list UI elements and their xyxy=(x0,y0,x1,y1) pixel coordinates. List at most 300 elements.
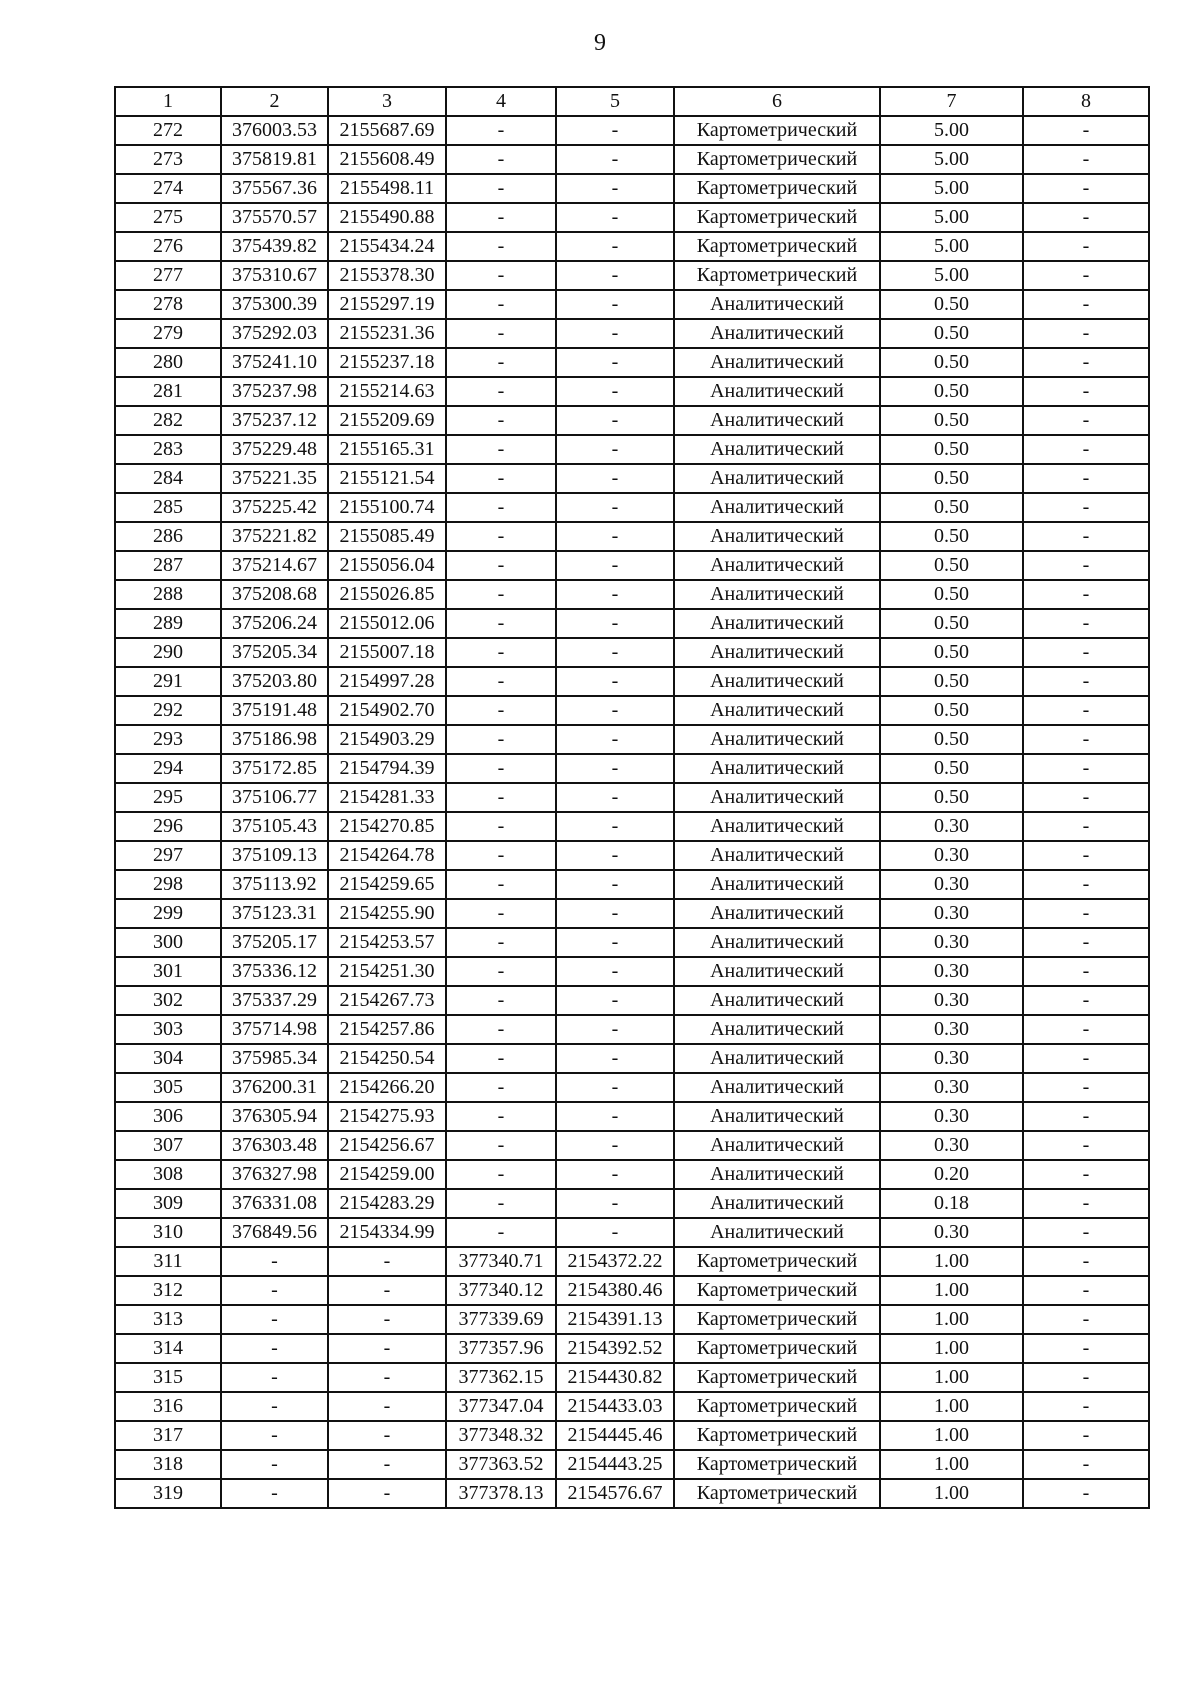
y-coordinate-cell: - xyxy=(328,1247,446,1276)
y-coordinate-cell: 2154266.20 xyxy=(328,1073,446,1102)
accuracy-cell: 1.00 xyxy=(880,1334,1023,1363)
y-new-cell: - xyxy=(556,551,674,580)
table-row xyxy=(115,145,1149,174)
y-new-cell: - xyxy=(556,870,674,899)
point-number-cell: 298 xyxy=(115,870,221,899)
x-new-cell: 377363.52 xyxy=(446,1450,556,1479)
y-new-cell: - xyxy=(556,203,674,232)
table-row xyxy=(115,1015,1149,1044)
accuracy-cell: 1.00 xyxy=(880,1421,1023,1450)
note-cell: - xyxy=(1023,1218,1149,1247)
point-number-cell: 311 xyxy=(115,1247,221,1276)
note-cell: - xyxy=(1023,232,1149,261)
accuracy-cell: 0.50 xyxy=(880,377,1023,406)
x-new-cell: - xyxy=(446,754,556,783)
note-cell: - xyxy=(1023,1073,1149,1102)
point-number-cell: 299 xyxy=(115,899,221,928)
note-cell: - xyxy=(1023,928,1149,957)
x-new-cell: 377339.69 xyxy=(446,1305,556,1334)
y-new-cell: - xyxy=(556,522,674,551)
x-new-cell: - xyxy=(446,522,556,551)
point-number-cell: 303 xyxy=(115,1015,221,1044)
method-cell: Аналитический xyxy=(674,319,880,348)
x-coordinate-cell: 375714.98 xyxy=(221,1015,328,1044)
note-cell: - xyxy=(1023,406,1149,435)
x-coordinate-cell: 375106.77 xyxy=(221,783,328,812)
note-cell: - xyxy=(1023,1015,1149,1044)
y-new-cell: - xyxy=(556,754,674,783)
column-header: 3 xyxy=(328,87,446,116)
note-cell: - xyxy=(1023,580,1149,609)
x-coordinate-cell: - xyxy=(221,1392,328,1421)
x-new-cell: 377362.15 xyxy=(446,1363,556,1392)
x-new-cell: - xyxy=(446,1160,556,1189)
y-new-cell: - xyxy=(556,1218,674,1247)
x-coordinate-cell: 375229.48 xyxy=(221,435,328,464)
table-row xyxy=(115,1131,1149,1160)
y-coordinate-cell: 2155209.69 xyxy=(328,406,446,435)
y-new-cell: - xyxy=(556,725,674,754)
column-header: 4 xyxy=(446,87,556,116)
note-cell: - xyxy=(1023,522,1149,551)
y-coordinate-cell: 2154267.73 xyxy=(328,986,446,1015)
x-coordinate-cell: 375221.82 xyxy=(221,522,328,551)
column-header: 7 xyxy=(880,87,1023,116)
x-coordinate-cell: - xyxy=(221,1247,328,1276)
x-coordinate-cell: 375337.29 xyxy=(221,986,328,1015)
x-new-cell: - xyxy=(446,609,556,638)
y-new-cell: - xyxy=(556,435,674,464)
accuracy-cell: 0.30 xyxy=(880,957,1023,986)
note-cell: - xyxy=(1023,638,1149,667)
y-new-cell: - xyxy=(556,1131,674,1160)
note-cell: - xyxy=(1023,1334,1149,1363)
table-row xyxy=(115,870,1149,899)
x-coordinate-cell: - xyxy=(221,1421,328,1450)
x-coordinate-cell: 375208.68 xyxy=(221,580,328,609)
point-number-cell: 314 xyxy=(115,1334,221,1363)
y-coordinate-cell: 2154334.99 xyxy=(328,1218,446,1247)
point-number-cell: 306 xyxy=(115,1102,221,1131)
x-new-cell: - xyxy=(446,203,556,232)
x-new-cell: - xyxy=(446,580,556,609)
accuracy-cell: 5.00 xyxy=(880,203,1023,232)
note-cell: - xyxy=(1023,1102,1149,1131)
table-row xyxy=(115,696,1149,725)
accuracy-cell: 0.50 xyxy=(880,551,1023,580)
x-new-cell: - xyxy=(446,377,556,406)
x-new-cell: - xyxy=(446,174,556,203)
accuracy-cell: 1.00 xyxy=(880,1479,1023,1508)
accuracy-cell: 0.18 xyxy=(880,1189,1023,1218)
note-cell: - xyxy=(1023,1160,1149,1189)
y-new-cell: - xyxy=(556,464,674,493)
table-row xyxy=(115,1073,1149,1102)
x-coordinate-cell: - xyxy=(221,1305,328,1334)
point-number-cell: 277 xyxy=(115,261,221,290)
y-coordinate-cell: 2154259.65 xyxy=(328,870,446,899)
accuracy-cell: 0.50 xyxy=(880,435,1023,464)
method-cell: Аналитический xyxy=(674,1015,880,1044)
table-row xyxy=(115,783,1149,812)
x-new-cell: - xyxy=(446,290,556,319)
accuracy-cell: 0.50 xyxy=(880,754,1023,783)
x-coordinate-cell: - xyxy=(221,1479,328,1508)
x-coordinate-cell: 375214.67 xyxy=(221,551,328,580)
table-row xyxy=(115,493,1149,522)
x-new-cell: - xyxy=(446,1015,556,1044)
point-number-cell: 312 xyxy=(115,1276,221,1305)
accuracy-cell: 0.30 xyxy=(880,928,1023,957)
table-row xyxy=(115,377,1149,406)
x-coordinate-cell: 376327.98 xyxy=(221,1160,328,1189)
table-row xyxy=(115,1392,1149,1421)
table-row xyxy=(115,261,1149,290)
accuracy-cell: 0.30 xyxy=(880,899,1023,928)
x-coordinate-cell: 375123.31 xyxy=(221,899,328,928)
x-new-cell: - xyxy=(446,870,556,899)
method-cell: Аналитический xyxy=(674,1044,880,1073)
point-number-cell: 319 xyxy=(115,1479,221,1508)
table-row xyxy=(115,1421,1149,1450)
accuracy-cell: 1.00 xyxy=(880,1247,1023,1276)
point-number-cell: 282 xyxy=(115,406,221,435)
x-new-cell: - xyxy=(446,928,556,957)
accuracy-cell: 5.00 xyxy=(880,232,1023,261)
method-cell: Аналитический xyxy=(674,812,880,841)
table-header-row xyxy=(115,87,1149,116)
note-cell: - xyxy=(1023,116,1149,145)
x-new-cell: - xyxy=(446,493,556,522)
y-new-cell: 2154380.46 xyxy=(556,1276,674,1305)
table-row xyxy=(115,841,1149,870)
coordinates-table xyxy=(114,86,1150,1509)
x-new-cell: - xyxy=(446,1189,556,1218)
y-coordinate-cell: 2154903.29 xyxy=(328,725,446,754)
method-cell: Картометрический xyxy=(674,1479,880,1508)
y-coordinate-cell: 2154250.54 xyxy=(328,1044,446,1073)
note-cell: - xyxy=(1023,1305,1149,1334)
y-new-cell: 2154392.52 xyxy=(556,1334,674,1363)
x-new-cell: 377348.32 xyxy=(446,1421,556,1450)
x-coordinate-cell: 375300.39 xyxy=(221,290,328,319)
accuracy-cell: 0.30 xyxy=(880,1218,1023,1247)
point-number-cell: 318 xyxy=(115,1450,221,1479)
table-row xyxy=(115,406,1149,435)
point-number-cell: 292 xyxy=(115,696,221,725)
y-coordinate-cell: 2154253.57 xyxy=(328,928,446,957)
method-cell: Картометрический xyxy=(674,261,880,290)
accuracy-cell: 0.30 xyxy=(880,1015,1023,1044)
method-cell: Картометрический xyxy=(674,232,880,261)
point-number-cell: 278 xyxy=(115,290,221,319)
table-row xyxy=(115,522,1149,551)
column-header: 8 xyxy=(1023,87,1149,116)
y-coordinate-cell: 2154275.93 xyxy=(328,1102,446,1131)
note-cell: - xyxy=(1023,319,1149,348)
y-new-cell: - xyxy=(556,783,674,812)
note-cell: - xyxy=(1023,348,1149,377)
method-cell: Аналитический xyxy=(674,348,880,377)
table-row xyxy=(115,609,1149,638)
y-coordinate-cell: 2154259.00 xyxy=(328,1160,446,1189)
method-cell: Аналитический xyxy=(674,957,880,986)
point-number-cell: 304 xyxy=(115,1044,221,1073)
y-coordinate-cell: 2155056.04 xyxy=(328,551,446,580)
y-new-cell: - xyxy=(556,174,674,203)
method-cell: Аналитический xyxy=(674,580,880,609)
y-new-cell: - xyxy=(556,696,674,725)
x-new-cell: - xyxy=(446,841,556,870)
point-number-cell: 274 xyxy=(115,174,221,203)
note-cell: - xyxy=(1023,290,1149,319)
x-new-cell: - xyxy=(446,116,556,145)
note-cell: - xyxy=(1023,812,1149,841)
note-cell: - xyxy=(1023,1276,1149,1305)
y-coordinate-cell: 2155490.88 xyxy=(328,203,446,232)
y-coordinate-cell: 2155434.24 xyxy=(328,232,446,261)
x-coordinate-cell: 375109.13 xyxy=(221,841,328,870)
column-header: 1 xyxy=(115,87,221,116)
point-number-cell: 287 xyxy=(115,551,221,580)
y-coordinate-cell: - xyxy=(328,1479,446,1508)
x-coordinate-cell: 375225.42 xyxy=(221,493,328,522)
y-coordinate-cell: 2154257.86 xyxy=(328,1015,446,1044)
note-cell: - xyxy=(1023,1044,1149,1073)
table-row xyxy=(115,1363,1149,1392)
x-new-cell: - xyxy=(446,348,556,377)
note-cell: - xyxy=(1023,145,1149,174)
method-cell: Аналитический xyxy=(674,899,880,928)
table-row xyxy=(115,1218,1149,1247)
table-row xyxy=(115,667,1149,696)
point-number-cell: 296 xyxy=(115,812,221,841)
x-coordinate-cell: 375292.03 xyxy=(221,319,328,348)
y-new-cell: 2154391.13 xyxy=(556,1305,674,1334)
method-cell: Картометрический xyxy=(674,1421,880,1450)
table-row xyxy=(115,1479,1149,1508)
x-coordinate-cell: 375241.10 xyxy=(221,348,328,377)
note-cell: - xyxy=(1023,870,1149,899)
accuracy-cell: 0.50 xyxy=(880,783,1023,812)
point-number-cell: 272 xyxy=(115,116,221,145)
note-cell: - xyxy=(1023,1189,1149,1218)
y-coordinate-cell: 2154997.28 xyxy=(328,667,446,696)
y-new-cell: - xyxy=(556,957,674,986)
y-coordinate-cell: 2155378.30 xyxy=(328,261,446,290)
note-cell: - xyxy=(1023,725,1149,754)
method-cell: Аналитический xyxy=(674,1189,880,1218)
y-coordinate-cell: - xyxy=(328,1450,446,1479)
table-row xyxy=(115,1276,1149,1305)
y-new-cell: - xyxy=(556,493,674,522)
method-cell: Аналитический xyxy=(674,493,880,522)
x-coordinate-cell: 375172.85 xyxy=(221,754,328,783)
accuracy-cell: 1.00 xyxy=(880,1305,1023,1334)
method-cell: Аналитический xyxy=(674,609,880,638)
method-cell: Аналитический xyxy=(674,870,880,899)
x-coordinate-cell: 375237.12 xyxy=(221,406,328,435)
x-new-cell: - xyxy=(446,145,556,174)
y-new-cell: - xyxy=(556,899,674,928)
x-new-cell: - xyxy=(446,261,556,290)
y-coordinate-cell: 2155214.63 xyxy=(328,377,446,406)
accuracy-cell: 5.00 xyxy=(880,116,1023,145)
accuracy-cell: 0.50 xyxy=(880,493,1023,522)
note-cell: - xyxy=(1023,1479,1149,1508)
y-coordinate-cell: 2154251.30 xyxy=(328,957,446,986)
x-new-cell: 377340.71 xyxy=(446,1247,556,1276)
table-row xyxy=(115,580,1149,609)
note-cell: - xyxy=(1023,899,1149,928)
table-row xyxy=(115,174,1149,203)
point-number-cell: 276 xyxy=(115,232,221,261)
x-coordinate-cell: 375105.43 xyxy=(221,812,328,841)
x-new-cell: - xyxy=(446,464,556,493)
table-row xyxy=(115,1160,1149,1189)
column-header: 6 xyxy=(674,87,880,116)
method-cell: Аналитический xyxy=(674,1102,880,1131)
method-cell: Картометрический xyxy=(674,145,880,174)
accuracy-cell: 0.50 xyxy=(880,522,1023,551)
table-row xyxy=(115,1044,1149,1073)
accuracy-cell: 0.50 xyxy=(880,464,1023,493)
x-coordinate-cell: - xyxy=(221,1450,328,1479)
accuracy-cell: 0.30 xyxy=(880,1131,1023,1160)
method-cell: Картометрический xyxy=(674,1305,880,1334)
y-new-cell: - xyxy=(556,812,674,841)
table-row xyxy=(115,754,1149,783)
y-new-cell: - xyxy=(556,261,674,290)
y-coordinate-cell: 2155007.18 xyxy=(328,638,446,667)
note-cell: - xyxy=(1023,493,1149,522)
x-coordinate-cell: - xyxy=(221,1334,328,1363)
y-coordinate-cell: 2155237.18 xyxy=(328,348,446,377)
page-number: 9 xyxy=(594,30,606,56)
accuracy-cell: 0.50 xyxy=(880,406,1023,435)
y-coordinate-cell: 2155165.31 xyxy=(328,435,446,464)
method-cell: Аналитический xyxy=(674,725,880,754)
accuracy-cell: 0.30 xyxy=(880,870,1023,899)
note-cell: - xyxy=(1023,754,1149,783)
x-coordinate-cell: 375570.57 xyxy=(221,203,328,232)
x-new-cell: - xyxy=(446,957,556,986)
y-new-cell: - xyxy=(556,145,674,174)
method-cell: Картометрический xyxy=(674,174,880,203)
x-coordinate-cell: 375310.67 xyxy=(221,261,328,290)
table-row xyxy=(115,1334,1149,1363)
accuracy-cell: 1.00 xyxy=(880,1392,1023,1421)
method-cell: Аналитический xyxy=(674,841,880,870)
x-new-cell: - xyxy=(446,812,556,841)
y-coordinate-cell: - xyxy=(328,1305,446,1334)
note-cell: - xyxy=(1023,667,1149,696)
point-number-cell: 307 xyxy=(115,1131,221,1160)
y-coordinate-cell: 2154283.29 xyxy=(328,1189,446,1218)
point-number-cell: 313 xyxy=(115,1305,221,1334)
y-coordinate-cell: 2154902.70 xyxy=(328,696,446,725)
accuracy-cell: 0.50 xyxy=(880,609,1023,638)
accuracy-cell: 5.00 xyxy=(880,261,1023,290)
x-coordinate-cell: - xyxy=(221,1276,328,1305)
x-coordinate-cell: 376303.48 xyxy=(221,1131,328,1160)
table-body xyxy=(115,116,1149,1508)
y-coordinate-cell: - xyxy=(328,1392,446,1421)
note-cell: - xyxy=(1023,957,1149,986)
x-new-cell: - xyxy=(446,435,556,464)
accuracy-cell: 1.00 xyxy=(880,1363,1023,1392)
x-coordinate-cell: 376331.08 xyxy=(221,1189,328,1218)
x-coordinate-cell: 375819.81 xyxy=(221,145,328,174)
point-number-cell: 280 xyxy=(115,348,221,377)
y-coordinate-cell: 2155085.49 xyxy=(328,522,446,551)
note-cell: - xyxy=(1023,609,1149,638)
x-new-cell: - xyxy=(446,783,556,812)
point-number-cell: 302 xyxy=(115,986,221,1015)
x-coordinate-cell: - xyxy=(221,1363,328,1392)
y-coordinate-cell: 2155231.36 xyxy=(328,319,446,348)
table-row xyxy=(115,551,1149,580)
y-coordinate-cell: - xyxy=(328,1276,446,1305)
x-new-cell: 377340.12 xyxy=(446,1276,556,1305)
method-cell: Аналитический xyxy=(674,754,880,783)
x-new-cell: - xyxy=(446,986,556,1015)
table-row xyxy=(115,435,1149,464)
method-cell: Аналитический xyxy=(674,1131,880,1160)
method-cell: Аналитический xyxy=(674,986,880,1015)
accuracy-cell: 0.30 xyxy=(880,1044,1023,1073)
x-coordinate-cell: 375567.36 xyxy=(221,174,328,203)
x-new-cell: - xyxy=(446,1044,556,1073)
method-cell: Аналитический xyxy=(674,667,880,696)
x-new-cell: - xyxy=(446,406,556,435)
y-coordinate-cell: 2155608.49 xyxy=(328,145,446,174)
x-coordinate-cell: 375203.80 xyxy=(221,667,328,696)
y-new-cell: - xyxy=(556,116,674,145)
note-cell: - xyxy=(1023,203,1149,232)
y-new-cell: - xyxy=(556,319,674,348)
method-cell: Картометрический xyxy=(674,1276,880,1305)
table-row xyxy=(115,203,1149,232)
x-coordinate-cell: 376200.31 xyxy=(221,1073,328,1102)
method-cell: Аналитический xyxy=(674,464,880,493)
accuracy-cell: 1.00 xyxy=(880,1276,1023,1305)
y-new-cell: - xyxy=(556,377,674,406)
point-number-cell: 283 xyxy=(115,435,221,464)
y-new-cell: - xyxy=(556,928,674,957)
y-new-cell: 2154576.67 xyxy=(556,1479,674,1508)
point-number-cell: 285 xyxy=(115,493,221,522)
y-coordinate-cell: 2155012.06 xyxy=(328,609,446,638)
x-coordinate-cell: 375205.34 xyxy=(221,638,328,667)
x-coordinate-cell: 375237.98 xyxy=(221,377,328,406)
method-cell: Картометрический xyxy=(674,116,880,145)
x-coordinate-cell: 376305.94 xyxy=(221,1102,328,1131)
y-new-cell: - xyxy=(556,667,674,696)
y-coordinate-cell: 2154256.67 xyxy=(328,1131,446,1160)
y-new-cell: - xyxy=(556,406,674,435)
note-cell: - xyxy=(1023,464,1149,493)
point-number-cell: 316 xyxy=(115,1392,221,1421)
accuracy-cell: 0.50 xyxy=(880,725,1023,754)
x-coordinate-cell: 375336.12 xyxy=(221,957,328,986)
y-new-cell: - xyxy=(556,1102,674,1131)
method-cell: Аналитический xyxy=(674,290,880,319)
x-new-cell: 377357.96 xyxy=(446,1334,556,1363)
point-number-cell: 288 xyxy=(115,580,221,609)
accuracy-cell: 0.50 xyxy=(880,667,1023,696)
y-coordinate-cell: 2154270.85 xyxy=(328,812,446,841)
